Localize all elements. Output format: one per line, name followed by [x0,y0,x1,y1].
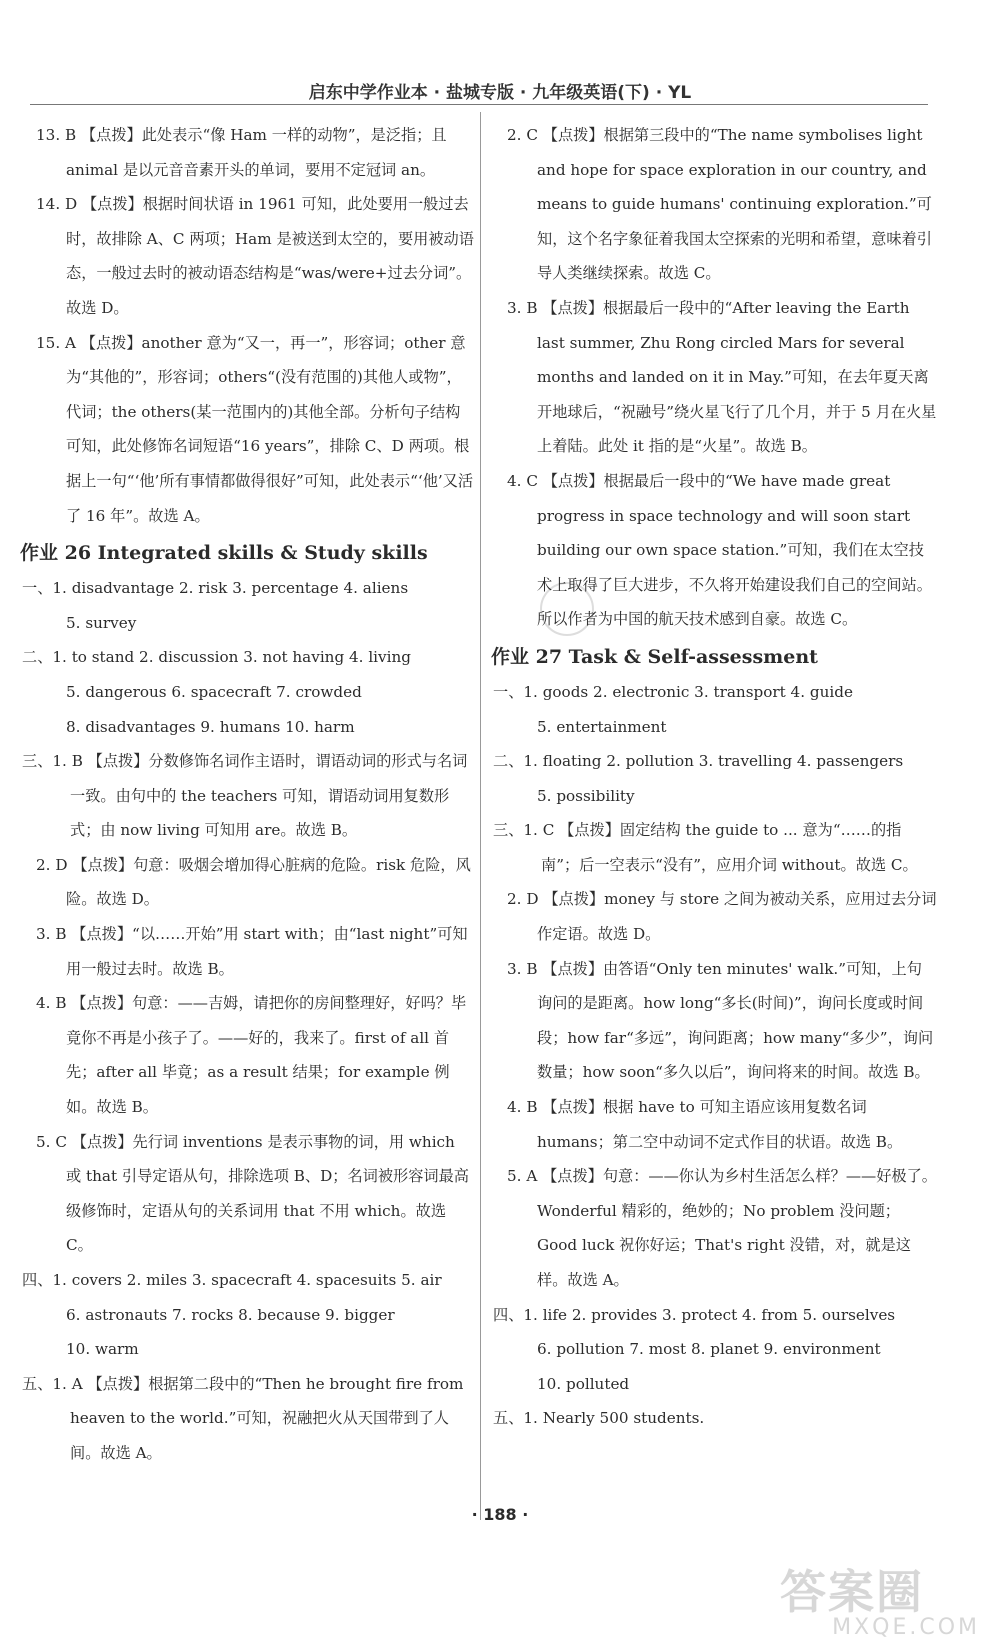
hw27-part-4-line-3: 10. polluted [537,1374,630,1393]
part-1-line-1: 一、1. disadvantage 2. risk 3. percentage 4. aliens [22,579,409,598]
page-number: · 188 · [471,1505,529,1524]
part-3-answer-4: 4. B 【点拨】句意：——吉姆，请把你的房间整理好，好吗？毕竟你不再是小孩子了。——好的，我来了。first of all 首先；after all 毕竟；as a result 结果；for example 例如。故选 B。 [36,994,467,1117]
watermark-url: MXQE.COM [832,1615,980,1640]
page-header: 启东中学作业本 · 盐城专版 · 九年级英语(下) · YL [308,83,692,103]
answer-15: 15. A 【点拨】another 意为“又一，再一”，形容词；other 意为“其他的”，形容词；others“(没有范围的)其他人或物”，代词；the others(某一范围内的)其他全部。分析句子结构可知，此处修饰名词短语“16 years”，排除 C、D 两项。根据上一句“‘他’所有事情都做得很好”可知，此处表示“‘他’又活了 16 年”。故选 A。 [36,333,474,525]
header-rule [30,104,928,105]
part-3-answer-3: 3. B 【点拨】“以……开始”用 start with；由“last night”可知用一般过去时。故选 B。 [36,925,468,978]
hw27-part-3-answer-2: 2. D 【点拨】money 与 store 之间为被动关系，应用过去分词作定语。故选 D。 [507,890,937,944]
answer-13: 13. B 【点拨】此处表示“像 Ham 一样的动物”，是泛指；且 animal 是以元音音素开头的单词，要用不定冠词 an。 [36,126,447,179]
left-column [22,118,474,1471]
hw27-part-1-line-1: 一、1. goods 2. electronic 3. transport 4. guide [493,682,853,701]
watermark-logo [780,1565,980,1648]
watermark-text: 答案圈 [780,1565,924,1619]
hw27-part-3-answer-3: 3. B 【点拨】由答语“Only ten minutes' walk.”可知，上句询问的是距离。how long“多长(时间)”，询问长度或时间段；how far“多远”，询问距离；how many“多少”，询问数量；how soon“多久以后”，询问将来的时间。故选 B。 [507,959,934,1082]
hw27-part-1-line-2: 5. entertainment [537,717,667,736]
part-2-line-3: 8. disadvantages 9. humans 10. harm [66,717,355,736]
hw27-part-2-line-1: 二、1. floating 2. pollution 3. travelling 4. passengers [493,752,904,771]
part-2-line-1: 二、1. to stand 2. discussion 3. not having 4. living [22,648,411,667]
part-5-answer-4: 4. C 【点拨】根据最后一段中的“We have made great progress in space technology and will soon start building our own space station.”可知，我们在太空技术上取得了巨大进步，不久将开始建设我们自己的空间站。所以作者为中国的航天技术感到自豪。故选 C。 [507,471,932,629]
hw27-part-5-answer-1: 五、1. Nearly 500 students. [493,1409,705,1428]
part-5-answer-2: 2. C 【点拨】根据第三段中的“The name symbolises light and hope for space exploration in our country, and means to guide humans' continuing exploration.”可知，这个名字象征着我国太空探索的光明和希望，意味着引导人类继续探索。故选 C。 [507,126,932,283]
part-5-answer-3: 3. B 【点拨】根据最后一段中的“After leaving the Earth last summer, Zhu Rong circled Mars for several months and landed on it in May.”可知，在去年夏天离开地球后，“祝融号”绕火星飞行了几个月，并于 5 月在火星上着陆。此处 it 指的是“火星”。故选 B。 [507,298,937,456]
part-2-line-2: 5. dangerous 6. spacecraft 7. crowded [66,682,362,701]
section-title-26: 作业 26 Integrated skills & Study skills [20,542,428,565]
part-1-line-2: 5. survey [66,613,137,632]
hw27-part-3-answer-5: 5. A 【点拨】句意：——你认为乡村生活怎么样？——好极了。Wonderful 精彩的，绝妙的；No problem 没问题；Good luck 祝你好运；That's right 没错，对，就是这样。故选 A。 [507,1167,937,1289]
section-title-27: 作业 27 Task & Self-assessment [491,645,818,668]
hw27-part-4-line-2: 6. pollution 7. most 8. planet 9. environment [537,1340,881,1359]
answer-14: 14. D 【点拨】根据时间状语 in 1961 可知，此处要用一般过去时，故排除 A、C 两项；Ham 是被送到太空的，要用被动语态，一般过去时的被动语态结构是“was/were+过去分词”。故选 D。 [36,195,474,317]
hw27-part-3-answer-1: 三、1. C 【点拨】固定结构 the guide to ... 意为“……的指南”；后一空表示“没有”，应用介词 without。故选 C。 [493,821,918,874]
part-3-answer-5: 5. C 【点拨】先行词 inventions 是表示事物的词，用 which 或 that 引导定语从句，排除选项 B、D；名词被形容词最高级修饰时，定语从句的关系词用 that 不用 which。故选 C。 [36,1132,469,1255]
part-5-answer-1: 五、1. A 【点拨】根据第二段中的“Then he brought fire from heaven to the world.”可知，祝融把火从天国带到了人间。故选 A。 [22,1374,464,1462]
part-3-answer-1: 三、1. B 【点拨】分数修饰名词作主语时，谓语动词的形式与名词一致。由句中的 the teachers 可知，谓语动词用复数形式；由 now living 可知用 are。故选 B。 [22,752,468,840]
column-divider [480,112,481,1520]
hw27-part-4-line-1: 四、1. life 2. provides 3. protect 4. from 5. ourselves [493,1305,896,1324]
part-4-line-2: 6. astronauts 7. rocks 8. because 9. bigger [66,1305,395,1324]
part-3-answer-2: 2. D 【点拨】句意：吸烟会增加得心脏病的危险。risk 危险，风险。故选 D。 [36,855,471,909]
part-4-line-1: 四、1. covers 2. miles 3. spacecraft 4. spacesuits 5. air [22,1271,442,1289]
right-column [493,118,937,1436]
part-4-line-3: 10. warm [66,1340,139,1359]
hw27-part-2-line-2: 5. possibility [537,786,635,805]
hw27-part-3-answer-4: 4. B 【点拨】根据 have to 可知主语应该用复数名词 humans；第二空中动词不定式作目的状语。故选 B。 [507,1098,903,1151]
